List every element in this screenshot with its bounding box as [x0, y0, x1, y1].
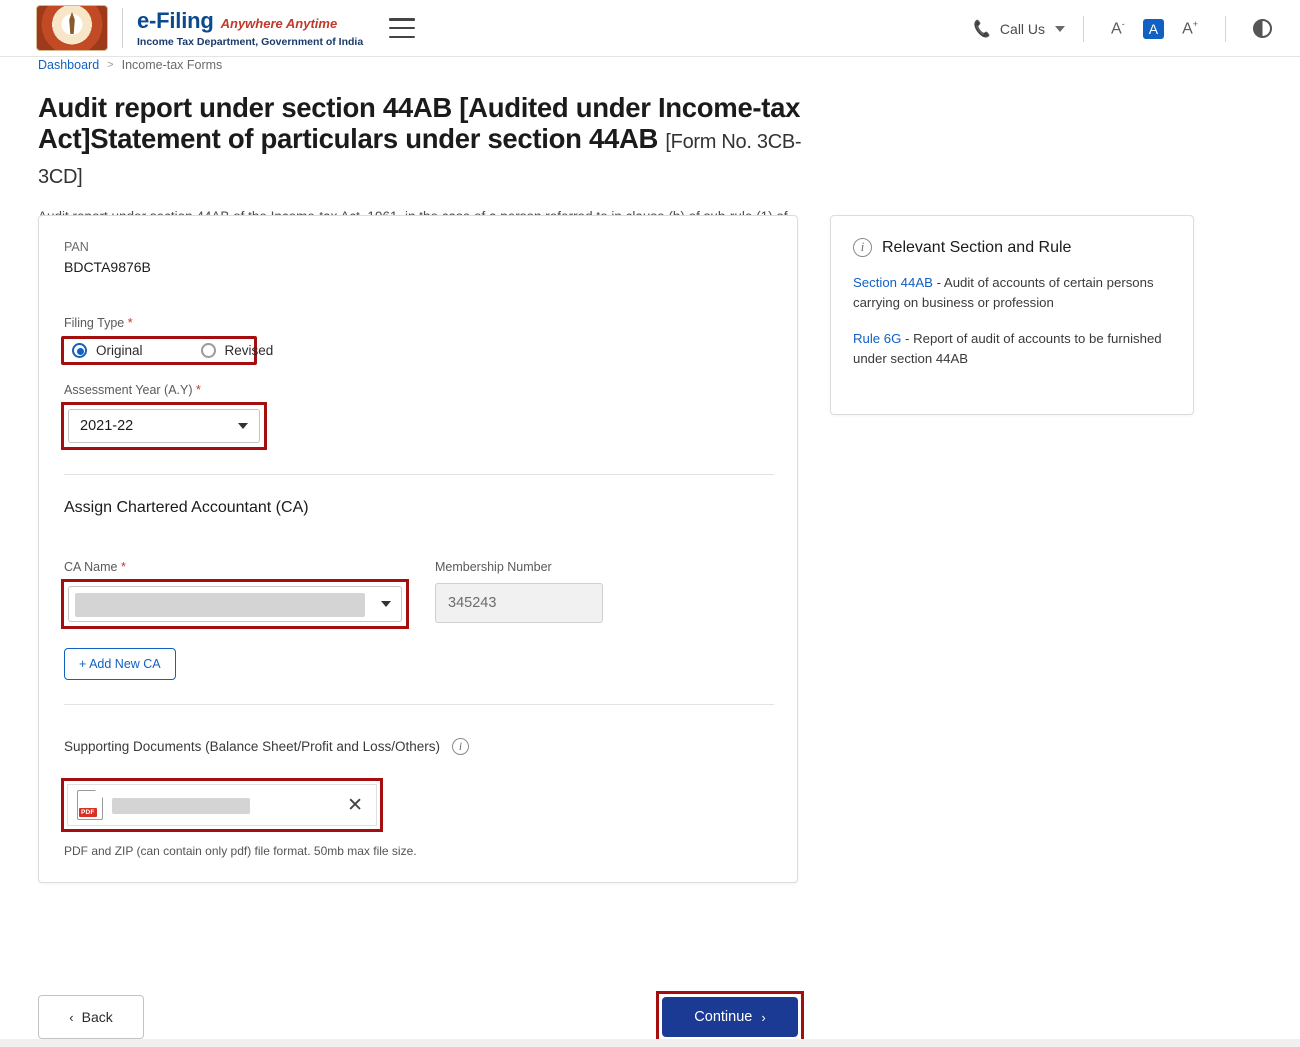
supporting-documents-row [64, 738, 469, 755]
font-decrease-label: A [1111, 20, 1122, 38]
assessment-year-label-text: Assessment Year (A.Y) [64, 383, 193, 397]
assessment-year-value: 2021-22 [80, 418, 134, 434]
add-new-ca-button[interactable]: + Add New CA [64, 648, 176, 680]
brand-name: e-Filing [137, 8, 214, 33]
font-increase-button[interactable]: A+ [1182, 18, 1198, 38]
back-button[interactable] [38, 995, 144, 1039]
logo-area [36, 5, 363, 51]
header-actions [973, 0, 1272, 57]
font-normal-button[interactable] [1143, 19, 1164, 39]
close-icon[interactable]: ✕ [347, 794, 363, 816]
ca-name-label [64, 560, 126, 574]
assign-ca-section-title: Assign Chartered Accountant (CA) [64, 499, 309, 516]
form-card [38, 215, 798, 883]
page-title-text: Audit report under section 44AB [Audited under Income-tax Act]Statement of particulars under section 44AB [38, 92, 801, 154]
bottom-bar [0, 1039, 1300, 1047]
uploaded-file-chip[interactable] [67, 784, 377, 826]
assessment-year-highlight [61, 402, 267, 450]
rule-6g-text: - Report of audit of accounts to be furnished under section 44AB [853, 331, 1162, 366]
call-us-button[interactable] [973, 20, 1065, 38]
continue-button[interactable] [662, 997, 798, 1037]
ca-name-select[interactable] [68, 586, 402, 622]
filing-type-original-label: Original [96, 343, 143, 358]
section-44ab-text: - Audit of accounts of certain persons carrying on business or profession [853, 275, 1154, 310]
divider-2 [64, 704, 774, 705]
breadcrumb-item-dashboard[interactable]: Dashboard [38, 58, 100, 72]
app-header [0, 0, 1300, 57]
hamburger-icon[interactable] [389, 18, 415, 38]
ca-name-label-text: CA Name [64, 560, 118, 574]
section-44ab-link[interactable]: Section 44AB [853, 275, 933, 290]
contrast-icon[interactable] [1253, 19, 1272, 38]
ca-name-highlight [61, 579, 409, 629]
filing-type-label [64, 316, 133, 330]
info-icon[interactable]: i [452, 738, 469, 755]
pdf-file-icon: PDF [77, 790, 103, 820]
ca-name-redacted-value [75, 593, 365, 617]
form-number: [Form No. 3CB-3CD] [38, 131, 802, 188]
relevant-section-item-1 [853, 273, 1171, 313]
font-increase-label: A [1182, 20, 1193, 38]
relevant-section-panel [830, 215, 1194, 415]
membership-number-label: Membership Number [435, 560, 552, 574]
info-icon: i [853, 238, 872, 257]
call-us-label: Call Us [999, 20, 1046, 37]
chevron-down-icon [238, 423, 248, 429]
relevant-section-header [853, 238, 1193, 257]
file-format-hint: PDF and ZIP (can contain only pdf) file format. 50mb max file size. [64, 844, 417, 858]
chevron-down-icon [381, 601, 391, 607]
uploaded-file-highlight [61, 778, 383, 832]
brand-tagline: Anywhere Anytime [220, 16, 338, 31]
filing-type-label-text: Filing Type [64, 316, 125, 330]
pan-value: BDCTA9876B [64, 259, 151, 275]
breadcrumb [38, 58, 222, 72]
back-button-label: Back [81, 1009, 113, 1025]
supporting-documents-label: Supporting Documents (Balance Sheet/Profit and Loss/Others) [64, 739, 440, 754]
pan-block [64, 240, 151, 275]
header-divider [1083, 16, 1084, 42]
filing-type-revised-option[interactable] [201, 343, 274, 358]
radio-icon-revised[interactable] [201, 343, 216, 358]
font-decrease-button[interactable]: A- [1111, 18, 1125, 38]
membership-number-value: 345243 [448, 595, 497, 611]
filing-type-revised-label: Revised [224, 343, 274, 358]
assessment-year-label [64, 383, 201, 397]
phone-icon: 📞 [972, 19, 993, 39]
uploaded-file-name[interactable] [112, 798, 312, 813]
chevron-left-icon: ‹ [69, 1009, 74, 1025]
relevant-section-item-2 [853, 329, 1171, 369]
filing-type-radio-group [61, 336, 274, 365]
continue-button-label: Continue [694, 1009, 753, 1025]
file-name-redaction [112, 798, 250, 814]
filing-type-original-option[interactable] [72, 343, 143, 358]
assessment-year-select[interactable] [68, 409, 260, 443]
filing-type-required: * [127, 316, 133, 330]
page-title [38, 92, 828, 193]
divider-1 [64, 474, 774, 475]
chevron-down-icon [1055, 26, 1065, 32]
continue-highlight [656, 991, 804, 1043]
brand-subtitle: Income Tax Department, Government of India [137, 36, 364, 48]
breadcrumb-item-forms: Income-tax Forms [121, 58, 223, 72]
membership-number-field [435, 583, 603, 623]
government-emblem-icon [36, 5, 108, 51]
pan-label: PAN [64, 240, 89, 254]
assessment-year-required: * [196, 383, 201, 397]
brand-block [122, 8, 363, 48]
font-normal-label: A [1148, 20, 1159, 37]
chevron-right-icon: › [761, 1009, 766, 1025]
rule-6g-link[interactable]: Rule 6G [853, 331, 902, 346]
ca-name-required: * [120, 560, 126, 574]
radio-icon-original[interactable] [72, 343, 87, 358]
relevant-section-title: Relevant Section and Rule [882, 238, 1072, 256]
breadcrumb-separator: > [107, 59, 114, 71]
header-divider-2 [1225, 16, 1226, 42]
